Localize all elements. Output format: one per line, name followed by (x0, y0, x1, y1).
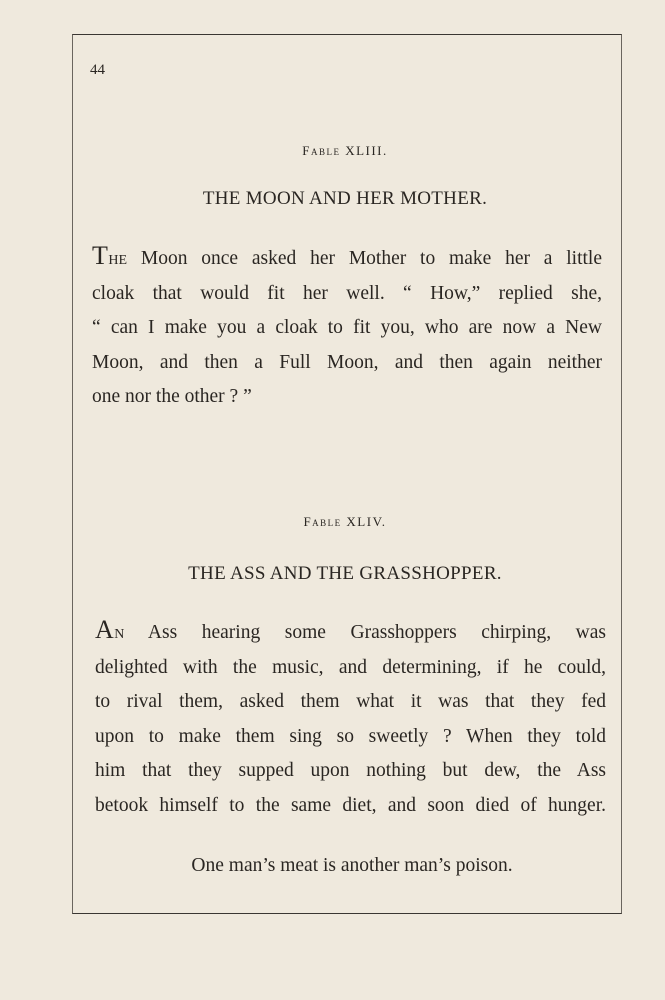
fable-43-line-3: “ can I make you a cloak to fit you, who are now a New (92, 317, 602, 338)
fable-43-title: THE MOON AND HER MOTHER. (202, 188, 488, 209)
fable-43-text (92, 239, 602, 415)
page-number: 44 (90, 62, 105, 78)
fable-43-line-4: Moon, and then a Full Moon, and then again neither (92, 351, 602, 373)
fable-43-label: Fable XLIII. (302, 143, 388, 158)
fable-44-text (95, 613, 606, 823)
fable-44-line-1-text: Ass hearing some Grasshoppers chirping, was (124, 622, 606, 643)
fable-44-moral: One man’s meat is another man’s poison. (191, 855, 513, 876)
fable-44-line-5: him that they supped upon nothing but dew, the Ass (95, 760, 606, 781)
fable-43-dropcap: T (92, 241, 109, 270)
fable-43-line-1-text: Moon once asked her Mother to make her a little (127, 248, 602, 269)
fable-44-line-2: delighted with the music, and determining, if he could, (95, 656, 606, 678)
fable-44-label: Fable XLIV. (303, 514, 387, 529)
fable-44-line-1 (95, 613, 606, 651)
fable-43-line-2: cloak that would fit her well. “ How,” replied she, (92, 282, 602, 304)
fable-44-dropcap: A (95, 615, 115, 644)
fable-43-smallcap: he (108, 248, 128, 269)
fable-44-line-6: betook himself to the same diet, and soon died of hunger. (95, 794, 606, 816)
fable-43-line-1 (92, 239, 602, 277)
fable-44-title: THE ASS AND THE GRASSHOPPER. (188, 563, 502, 584)
fable-44-line-3: to rival them, asked them what it was that they fed (95, 691, 606, 712)
fable-43-line-5: one nor the other ? ” (92, 386, 252, 407)
fable-44-smallcap: n (114, 622, 125, 643)
fable-44-line-4: upon to make them sing so sweetly ? When they told (95, 725, 606, 747)
